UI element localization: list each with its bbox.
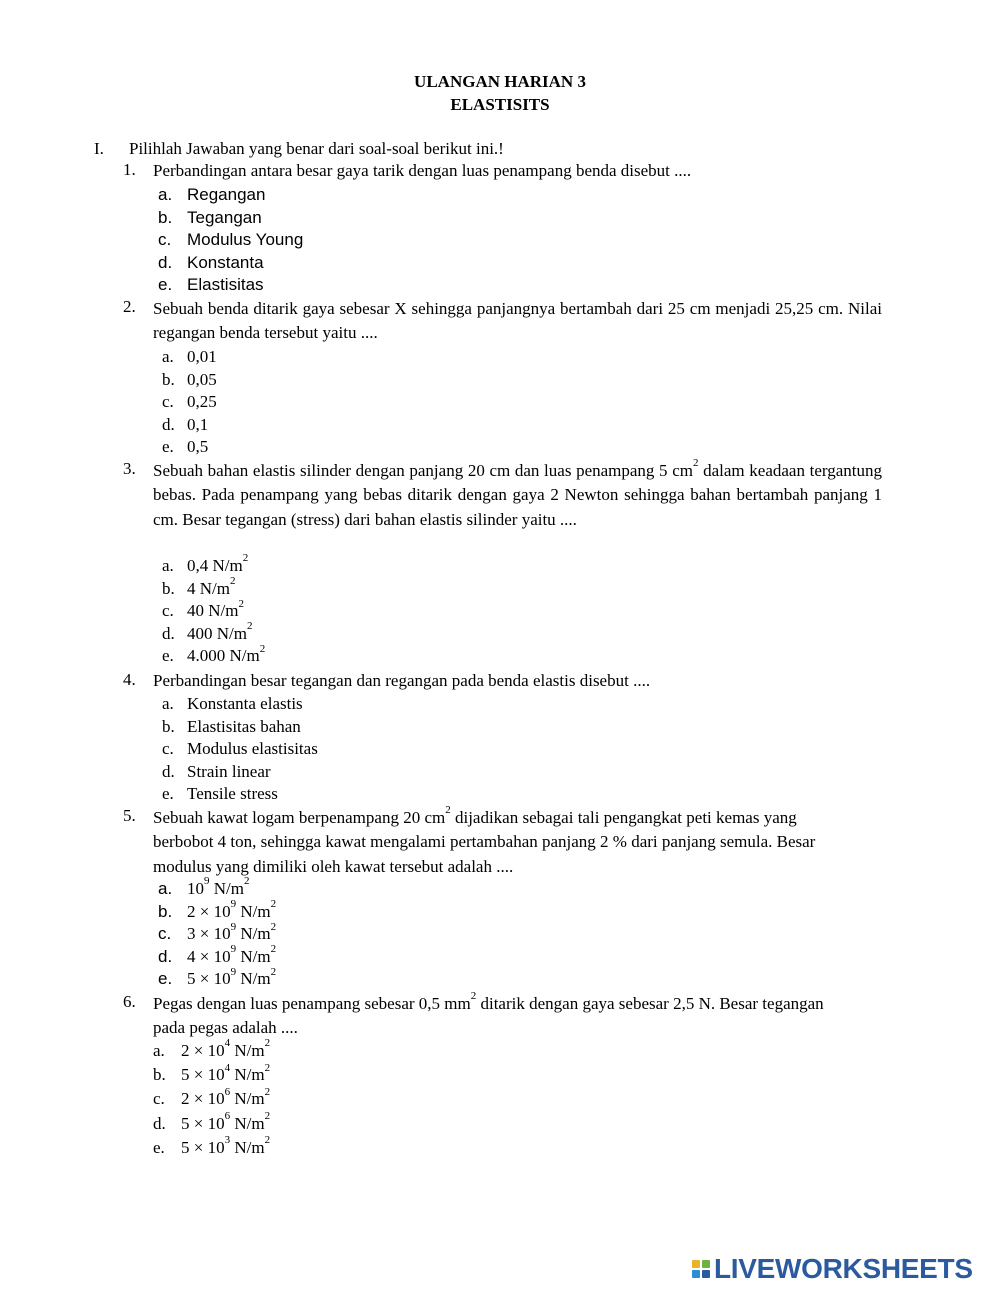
option-text: 0,25 bbox=[187, 392, 217, 412]
option-text: Tegangan bbox=[187, 207, 262, 227]
question-number: 4. bbox=[123, 670, 136, 689]
option-text: $2 \times 10^4$ $N/m^2$ bbox=[181, 1037, 271, 1060]
option-letter: e. bbox=[162, 437, 174, 457]
option-text: 0,4 $N/m^2$ bbox=[187, 552, 249, 575]
option-letter: a. bbox=[162, 347, 174, 366]
option-text: $3 \times 10^9$ $N/m^2$ bbox=[187, 920, 277, 944]
option-letter: c. bbox=[162, 392, 174, 412]
option-text: 0,05 bbox=[187, 369, 217, 389]
option-letter: a. bbox=[153, 1041, 165, 1060]
option-text: $5 \times 10^6$ $N/m^2$ bbox=[181, 1109, 271, 1133]
question-text: Sebuah bahan elastis silinder dengan panjang 20 cm dan luas penampang 5 $cm^2$ dalam keadaan tergantung bebas. Pada penampang yang bebas ditarik dengan gaya 2 Newton sehingga bahan bertambah panjang 1 cm. Besar tegangan (stress) dari bahan elastis silinder yaitu .... bbox=[153, 457, 882, 529]
option-letter: d. bbox=[158, 252, 173, 272]
option-letter: e. bbox=[158, 275, 173, 295]
option-letter: e. bbox=[162, 646, 174, 666]
title-line-2: ELASTISITS bbox=[450, 95, 550, 114]
option-letter: b. bbox=[153, 1065, 166, 1085]
option-text: Modulus elastisitas bbox=[187, 739, 318, 759]
option-letter: d. bbox=[162, 761, 175, 781]
question-number: 2. bbox=[123, 297, 136, 316]
question-text: Sebuah benda ditarik gaya sebesar X sehingga panjangnya bertambah dari 25 cm menjadi 25,25 cm. Nilai regangan benda tersebut yaitu .... bbox=[153, 299, 882, 343]
logo-square bbox=[702, 1260, 710, 1268]
option-text: $4 \times 10^9$ $N/m^2$ bbox=[187, 943, 277, 966]
question-text: Pegas dengan luas penampang sebesar 0,5 $mm^2$ ditarik dengan gaya sebesar 2,5 N. Besar tegangan pada pegas adalah .... bbox=[153, 990, 824, 1038]
option-letter: c. bbox=[162, 601, 174, 621]
section-number: I. bbox=[94, 139, 104, 158]
option-letter: a. bbox=[162, 694, 174, 713]
option-letter: d. bbox=[162, 414, 175, 434]
option-text: Elastisitas bahan bbox=[187, 716, 301, 736]
option-letter: b. bbox=[158, 207, 173, 227]
option-text: 40 $N/m^2$ bbox=[187, 597, 244, 621]
option-letter: b. bbox=[158, 901, 173, 921]
option-text: Elastisitas bbox=[187, 275, 264, 295]
question-text: Sebuah kawat logam berpenampang 20 $cm^2$ dijadikan sebagai tali pengangkat peti kemas yang berbobot 4 ton, sehingga kawat mengalami pertambahan panjang 2 % dari panjang semula. Besar modulus yang dimiliki oleh kawat tersebut adalah .... bbox=[153, 804, 816, 876]
question-text: Perbandingan antara besar gaya tarik dengan luas penampang benda disebut .... bbox=[153, 161, 692, 180]
option-letter: e. bbox=[153, 1137, 165, 1157]
section-instruction: Pilihlah Jawaban yang benar dari soal-soal berikut ini.! bbox=[129, 139, 504, 158]
question-number: 6. bbox=[123, 992, 136, 1011]
logo-square bbox=[692, 1270, 700, 1278]
option-text: Konstanta elastis bbox=[187, 694, 303, 713]
logo-square bbox=[702, 1270, 710, 1278]
option-text: 0,01 bbox=[187, 347, 217, 366]
option-letter: a. bbox=[158, 185, 173, 204]
title-line-1: ULANGAN HARIAN 3 bbox=[414, 72, 586, 91]
logo-wordmark: LIVEWORKSHEETS bbox=[714, 1253, 973, 1284]
option-letter: c. bbox=[158, 230, 172, 250]
option-letter: a. bbox=[162, 556, 174, 575]
option-letter: d. bbox=[158, 946, 173, 966]
option-letter: c. bbox=[162, 739, 174, 759]
option-text: 4 $N/m^2$ bbox=[187, 574, 236, 598]
question-number: 3. bbox=[123, 459, 136, 478]
liveworksheets-logo[interactable] bbox=[692, 1254, 973, 1284]
option-text: 0,5 bbox=[187, 437, 209, 457]
option-text: $5 \times 10^4$ $N/m^2$ bbox=[181, 1061, 271, 1085]
option-text: 4.000 $N/m^2$ bbox=[187, 642, 266, 666]
option-letter: d. bbox=[162, 623, 175, 643]
option-letter: a. bbox=[158, 879, 173, 898]
option-text: Konstanta bbox=[187, 252, 264, 272]
question-number: 1. bbox=[123, 160, 136, 179]
option-text: $2 \times 10^6$ $N/m^2$ bbox=[181, 1085, 271, 1109]
option-letter: e. bbox=[158, 969, 173, 989]
question-text: Perbandingan besar tegangan dan regangan pada benda elastis disebut .... bbox=[153, 671, 651, 690]
option-letter: e. bbox=[162, 784, 174, 804]
option-text: 0,1 bbox=[187, 414, 209, 434]
option-text: Strain linear bbox=[187, 761, 271, 781]
logo-square bbox=[692, 1260, 700, 1268]
option-text: Modulus Young bbox=[187, 230, 304, 250]
option-letter: b. bbox=[162, 716, 175, 736]
option-letter: c. bbox=[158, 924, 172, 944]
option-text: $5 \times 10^9$ $N/m^2$ bbox=[187, 965, 277, 989]
option-text: 400 $N/m^2$ bbox=[187, 620, 253, 643]
option-text: $10^9$ $N/m^2$ bbox=[187, 875, 250, 898]
option-text: Tensile stress bbox=[187, 784, 278, 804]
option-letter: d. bbox=[153, 1113, 166, 1133]
question-number: 5. bbox=[123, 806, 136, 825]
option-text: $5 \times 10^3$ $N/m^2$ bbox=[181, 1134, 271, 1157]
option-letter: c. bbox=[153, 1089, 165, 1109]
option-letter: b. bbox=[162, 369, 175, 389]
option-text: $2 \times 10^9$ $N/m^2$ bbox=[187, 897, 277, 921]
option-letter: b. bbox=[162, 578, 175, 598]
option-text: Regangan bbox=[187, 185, 266, 204]
liveworksheets-mark-icon bbox=[692, 1260, 710, 1278]
